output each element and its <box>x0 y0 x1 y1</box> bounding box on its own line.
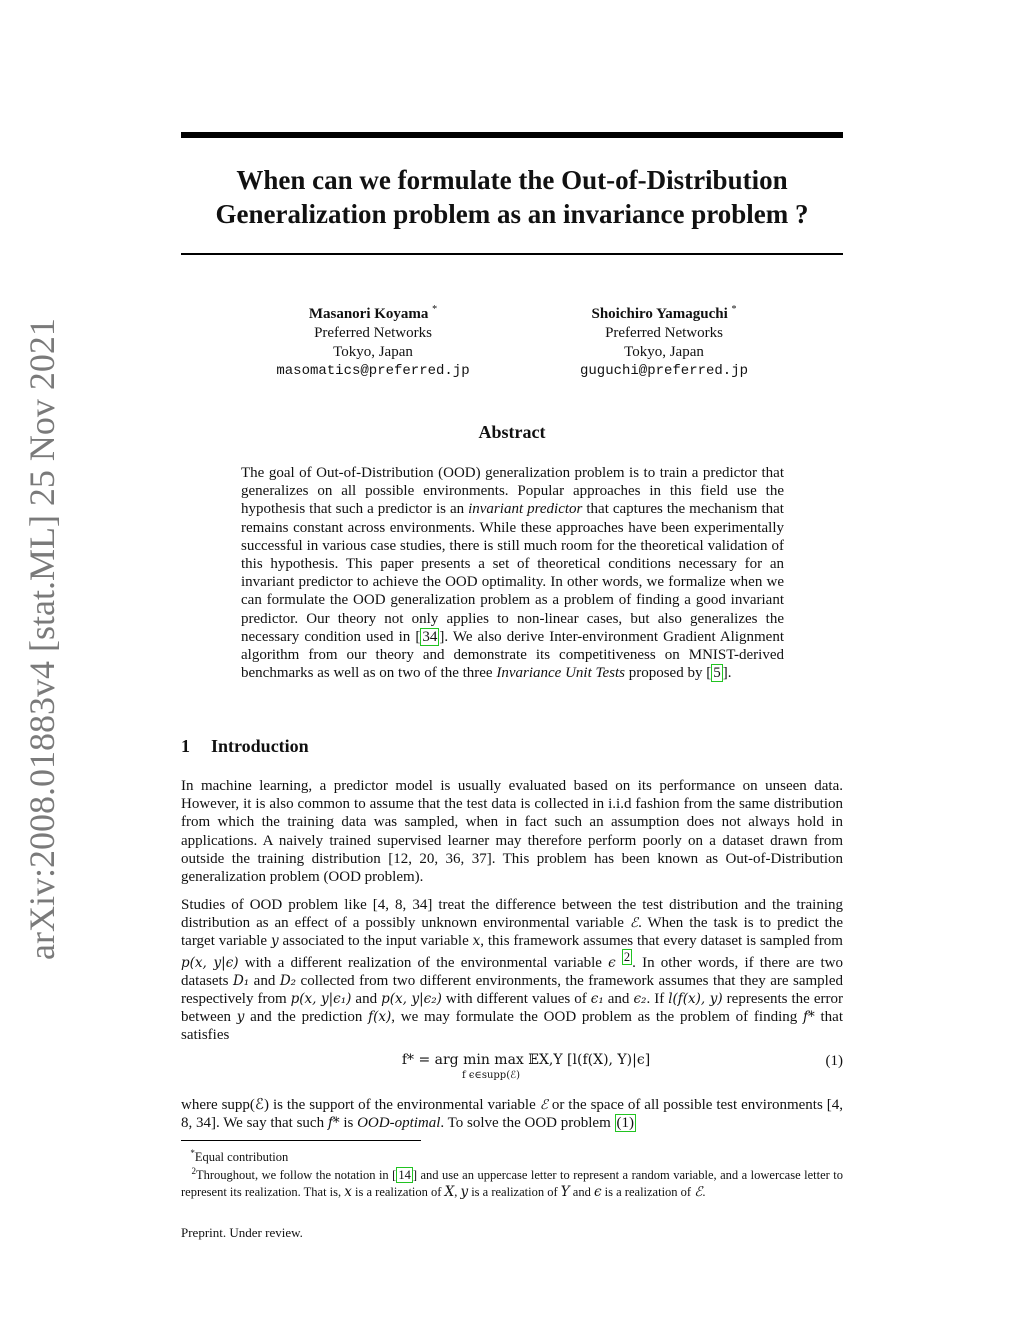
author-name: Masanori Koyama * <box>308 304 438 322</box>
title-bottom-rule <box>181 253 843 255</box>
footnote-1: *Equal contribution <box>190 1148 289 1165</box>
abstract-text: The goal of Out-of-Distribution (OOD) generalization problem is to train a predictor that generalizes on all possible environments. Popular approaches in this field use the hypothesis that such a predictor is an invariant predictor that captures the mechanism that remains constant across environments. While these approaches have been experimentally successful in various case studies, there is still much room for the theoretical validation of this hypothesis. This paper presents a set of theoretical conditions necessary for an invariant predictor to achieve the OOD optimality. In other words, we formalize when we can formulate the OOD generalization problem as a problem of finding a good invariant predictor. Our theory not only applies to non-linear cases, but also generalizes the necessary condition used in [ 34 ]. We also derive Inter-environment Gradient Alignment algorithm from our theory and demonstrate its competitiveness on MNIST-derived benchmarks as well as on two of the three Invariance Unit Tests proposed by [ 5 ]. <box>241 465 784 682</box>
author-affiliation: Preferred Networks <box>605 325 723 341</box>
section-heading: 1 Introduction <box>181 736 309 756</box>
author-block-1 <box>243 300 503 381</box>
citation-link[interactable]: [4, 8, 34] <box>372 897 433 913</box>
equation-subscripts: f ϵ∈supp(ℰ) <box>461 1070 521 1081</box>
title-top-rule <box>181 132 843 138</box>
citation-link[interactable]: [12, 20, 36, 37] <box>388 850 492 867</box>
title-line-1: When can we formulate the Out-of-Distribution <box>236 165 788 195</box>
author-name: Shoichiro Yamaguchi * <box>591 304 737 322</box>
author-location: Tokyo, Japan <box>333 344 413 360</box>
footnote-link[interactable]: 2 <box>623 949 631 964</box>
abstract-heading: Abstract <box>478 422 546 442</box>
author-email[interactable]: masomatics@preferred.jp <box>276 363 470 379</box>
author-affiliation: Preferred Networks <box>314 325 432 341</box>
citation-link[interactable]: 14 <box>398 1168 411 1183</box>
intro-paragraph-3: where supp(ℰ) is the support of the environmental variable ℰ or the space of all possible test environments [4, 8, 34]. We say that such f* is OOD-optimal. To solve the OOD problem (1) <box>181 1097 843 1132</box>
equation-body: f* = arg min max 𝔼X,Y [l(f(X), Y)|ϵ] <box>401 1052 651 1068</box>
equation-1 <box>181 1048 843 1088</box>
intro-paragraph-1: In machine learning, a predictor model is usually evaluated based on its performance on unseen data. However, it is also common to assume that the test data is collected in i.i.d fashion from the same distribution from which the training data was sampled, when in fact such an assumption does not always hold in applications. A naively trained supervised learner may therefore perform poorly on a dataset drawn from outside the training distribution [12, 20, 36, 37]. This problem has been known as Out-of-Distribution generalization problem (OOD problem). <box>181 778 843 886</box>
footnote-2: $^2$Throughout, we follow the notation in [ 14 ] and use an uppercase letter to represent a random variable, and a lowercase letter to represent its realization. That is, x is a realization of X, y is a realization of Y and ϵ is a realization of ℰ. <box>181 1166 844 1200</box>
preprint-note: Preprint. Under review. <box>181 1225 303 1240</box>
author-block-2 <box>534 300 794 381</box>
citation-link[interactable]: 34 <box>422 628 438 645</box>
footnote-rule <box>181 1140 421 1141</box>
title-line-2: Generalization problem as an invariance problem ? <box>215 199 809 229</box>
arxiv-identifier: arXiv:2008.01883v4 [stat.ML] 25 Nov 2021 <box>22 318 62 960</box>
equation-number: (1) <box>825 1053 843 1069</box>
author-location: Tokyo, Japan <box>624 344 704 360</box>
citation-link[interactable]: 5 <box>713 665 721 682</box>
author-email[interactable]: guguchi@preferred.jp <box>579 363 749 379</box>
paper-title <box>181 163 843 231</box>
citation-link[interactable]: [4, 8, 34] <box>181 1097 843 1132</box>
equation-ref-link[interactable]: (1) <box>616 1115 634 1132</box>
intro-paragraph-2: Studies of OOD problem like [4, 8, 34] treat the difference between the test distribution and the training distribution as an effect of a possibly unknown environmental variable ℰ. When the task is to predict the target variable y associated to the input variable x, this framework assumes that every dataset is sampled from p(x, y|ϵ) with a different realization of the environmental variable ϵ $^2$ . In other words, if there are two datasets D₁ and D₂ collected from two different environments, the framework assumes that they are sampled respectively from p(x, y|ϵ₁) and p(x, y|ϵ₂) with different values of ϵ₁ and ϵ₂. If l(f(x), y) represents the error between y and the prediction f(x), we may formulate the OOD problem as the problem of finding f* that satisfies <box>181 897 844 1044</box>
